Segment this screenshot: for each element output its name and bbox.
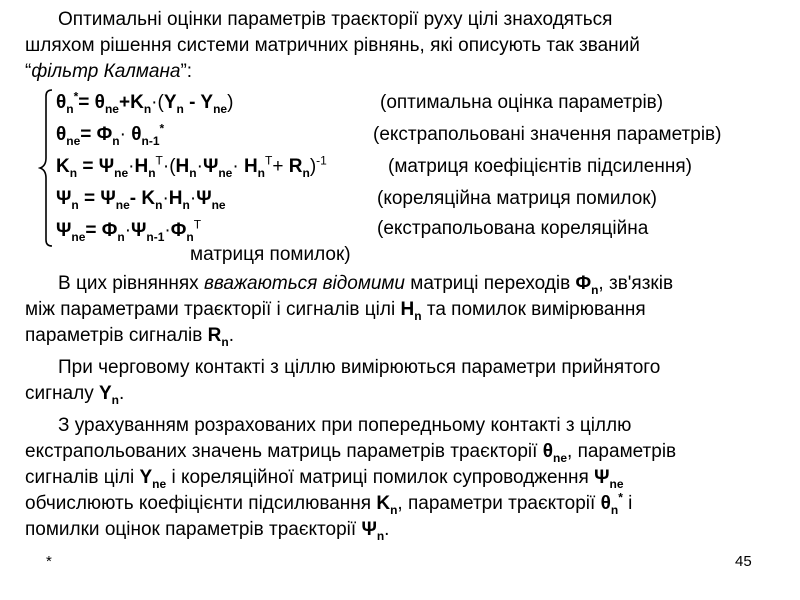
comment-correlation-matrix: (кореляційна матриця помилок) [377,188,657,209]
comment-gain-matrix: (матриця коефіцієнтів підсилення) [388,156,692,177]
system-brace-icon [38,88,58,248]
quote-open: “ [25,61,32,82]
comment-extrapolated-correlation-2: матриця помилок) [190,244,351,265]
intro-text-2: шляхом рішення системи матричних рівнянь, які описують так званий [25,35,640,56]
intro-text-1: Оптимальні оцінки параметрів траєкторії руху цілі знаходяться [58,9,613,30]
intro-line-1 [58,8,612,32]
para3-line-3: сигналів цілі $Y_{ne}$ і кореляційної матриці помилок супроводження $\Psi_{ne}$ [25,467,624,491]
kalman-filter-term: фільтр Калмана [31,61,181,82]
para3-line-2: екстрапольованих значень матриць параметрів траєкторії $\theta_{ne}$, параметрів [25,441,677,465]
para1-line-2: між параметрами траєкторії і сигналів цілі $H_n$ та помилок вимірювання [25,299,646,323]
comment-optimal-estimate: (оптимальна оцінка параметрів) [380,92,664,113]
equation-correlation-matrix: $\Psi_n = \Psi_{ne}-$ $K_n\cdot H_n\cdot\Psi_{ne}$ [56,188,226,212]
para2-line-1: При черговому контакті з ціллю вимірюються параметри прийнятого [58,357,661,378]
para1-line-3: параметрів сигналів $R_n$. [25,325,234,349]
equation-gain-matrix: $K_n = \Psi_{ne}\cdot H_n^T\cdot(H_n\cdot\Psi_{ne}\cdot H_n^T+ R_n)^{-1}$ [56,153,327,180]
intro-line-2 [25,34,640,58]
equation-optimal-estimate: $\theta_n^*= \theta_{ne}+K_n\cdot(Y_n - Y_{ne})$ [56,89,234,116]
footer-star: * [46,553,52,570]
comment-extrapolated-values: (екстрапольовані значення параметрів) [373,124,722,145]
comment-extrapolated-correlation: (екстрапольована кореляційна [377,218,649,239]
para2-line-2: сигналу $Y_n$. [25,383,125,407]
equation-extrapolated-values: $\theta_{ne}= \Phi_n\cdot \theta_{n-1}^*$ [56,121,165,148]
page-number: 45 [735,553,752,570]
quote-close: ”: [180,61,193,82]
para3-line-4: обчислюють коефіцієнти підсилювання $K_n$, параметри траєкторії $\theta_n^*$ і [25,490,633,517]
equation-extrapolated-correlation: $\Psi_{ne}= \Phi_n\cdot\Psi_{n-1}\cdot\Phi_n^T$ [56,217,202,244]
para3-line-1: З урахуванням розрахованих при попередньому контакті з ціллю [58,415,632,436]
para1-line-1: В цих рівняннях вважаються відомими матриці переходів $\Phi_n$, зв'язків [58,273,674,297]
para3-line-5: помилки оцінок параметрів траєкторії $\Psi_n$. [25,519,390,543]
known-term: вважаються відомими [203,273,406,294]
intro-line-3 [25,60,192,84]
